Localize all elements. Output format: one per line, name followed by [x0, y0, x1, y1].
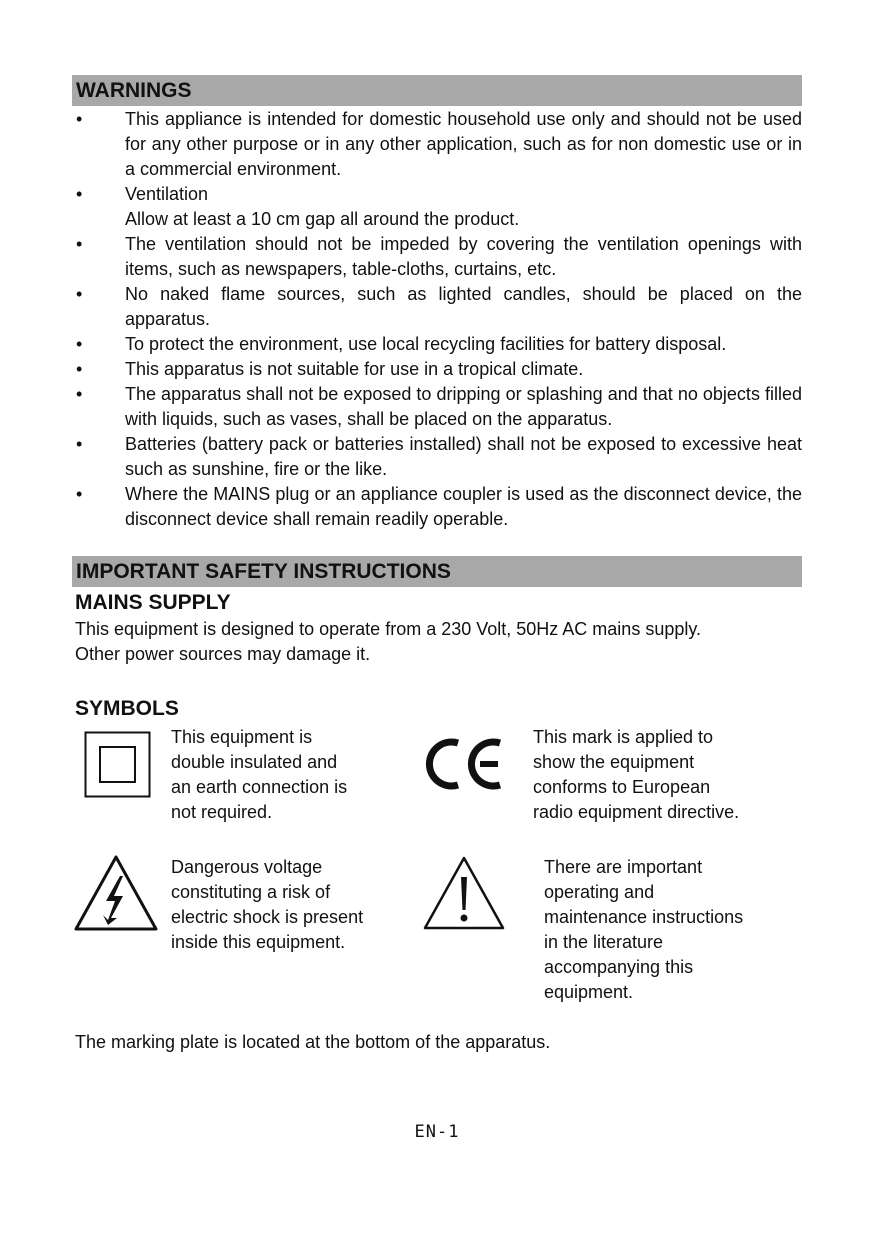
list-item: • Batteries (battery pack or batteries installed) shall not be exposed to excessive heat such as sunshine, fire or the like. [76, 434, 802, 479]
double-insulated-description: This equipment is double insulated and an earth connection is not required. [171, 727, 348, 822]
bullet-icon: • [76, 284, 83, 304]
double-insulated-icon [84, 731, 152, 799]
marking-plate-note: The marking plate is located at the bottom of the apparatus. [75, 1032, 551, 1052]
ce-mark-icon [425, 735, 505, 793]
symbol-ce-mark [425, 735, 505, 798]
lightning-warning-icon [73, 854, 159, 932]
symbol-important-instructions [422, 855, 506, 936]
list-item: • No naked flame sources, such as lighted candles, should be placed on the apparatus. [76, 284, 802, 329]
mains-supply-text-line-2: Other power sources may damage it. [75, 644, 371, 664]
symbol-dangerous-voltage [73, 854, 159, 937]
bullet-icon: • [76, 184, 83, 204]
bullet-icon: • [76, 359, 83, 379]
list-item: • Where the MAINS plug or an appliance coupler is used as the disconnect device, the disconnect device shall remain readily operable. [76, 484, 802, 529]
list-item: • This appliance is intended for domestic household use only and should not be used for any other purpose or in any other application, such as for non domestic use or in a commercial environment. [76, 109, 802, 179]
symbols-heading: SYMBOLS [75, 697, 179, 720]
page-number: EN-1 [414, 1122, 460, 1142]
bullet-icon: • [76, 484, 83, 504]
safety-instructions-heading: IMPORTANT SAFETY INSTRUCTIONS [72, 556, 802, 587]
bullet-icon: • [76, 109, 83, 129]
list-item: • The apparatus shall not be exposed to dripping or splashing and that no objects filled with liquids, such as vases, shall be placed on the apparatus. [76, 384, 802, 429]
dangerous-voltage-description: Dangerous voltage constituting a risk of electric shock is present inside this equipment. [171, 857, 364, 952]
warnings-list [72, 107, 802, 532]
important-instructions-description: There are important operating and maintenance instructions in the literature accompanying this equipment. [544, 857, 744, 1002]
mains-supply-text-line-1: This equipment is designed to operate from a 230 Volt, 50Hz AC mains supply. [75, 619, 702, 639]
list-item: • This apparatus is not suitable for use in a tropical climate. [72, 357, 802, 382]
list-item: • Ventilation Allow at least a 10 cm gap all around the product. [72, 182, 802, 232]
warnings-heading: WARNINGS [72, 75, 802, 106]
symbol-double-insulated [84, 731, 152, 804]
mains-supply-heading: MAINS SUPPLY [75, 591, 231, 614]
list-item: • The ventilation should not be impeded by covering the ventilation openings with items, such as newspapers, table-cloths, curtains, etc. [76, 234, 802, 279]
bullet-icon: • [76, 334, 83, 354]
bullet-icon: • [76, 384, 83, 404]
list-item: • To protect the environment, use local recycling facilities for battery disposal. [72, 332, 802, 357]
ce-mark-description: This mark is applied to show the equipment conforms to European radio equipment directive. [533, 727, 740, 822]
list-item-subtext: Allow at least a 10 cm gap all around the product. [125, 209, 520, 229]
exclamation-warning-icon [422, 855, 506, 931]
bullet-icon: • [76, 434, 83, 454]
document-page [72, 75, 802, 723]
bullet-icon: • [76, 234, 83, 254]
